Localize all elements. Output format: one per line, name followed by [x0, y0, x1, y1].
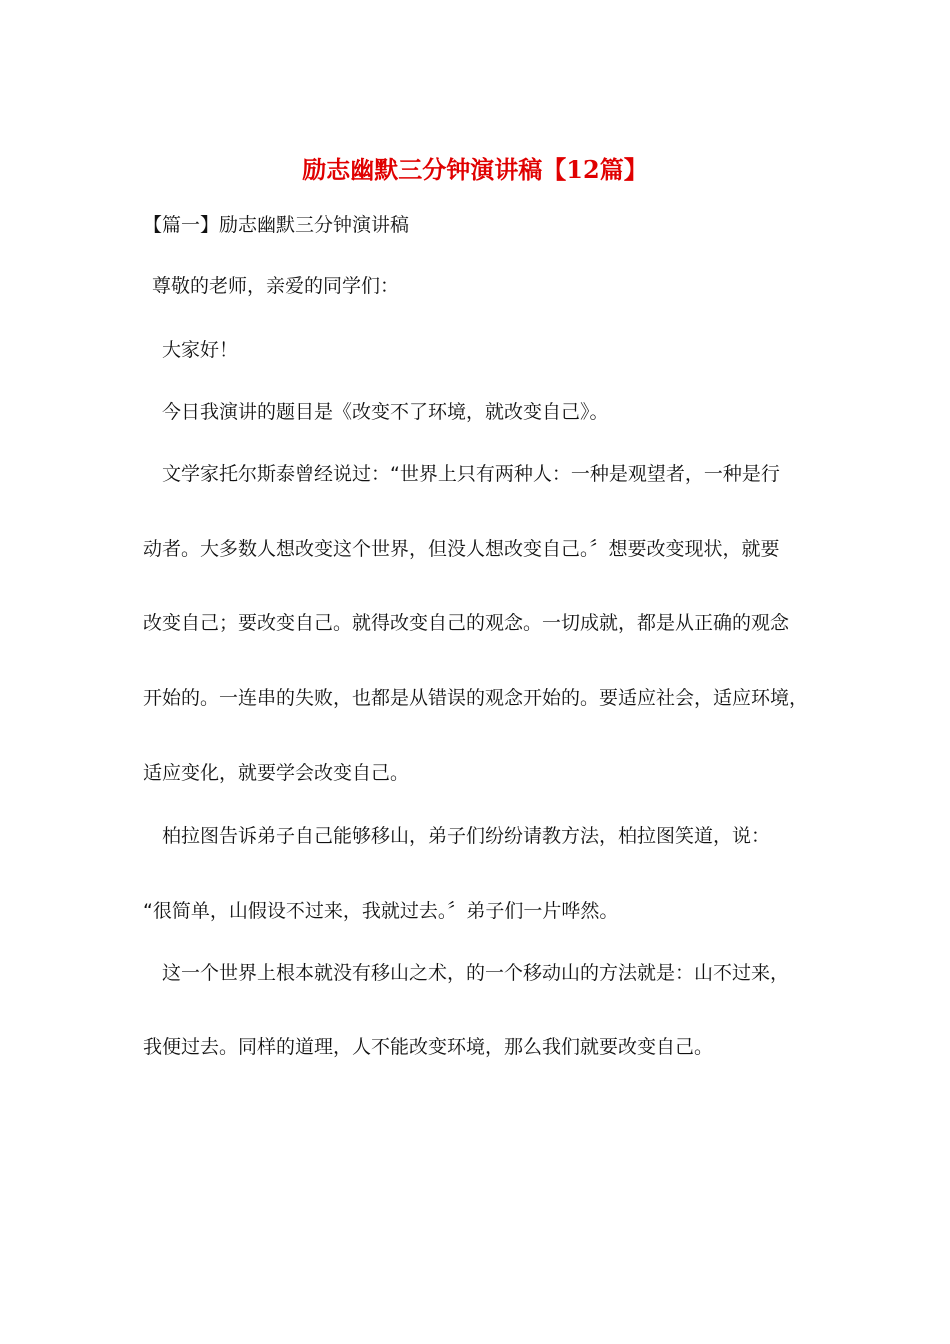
paragraph-line-topic: 今日我演讲的题目是《改变不了环境，就改变自己》。 — [162, 401, 609, 423]
paragraph-line: 这一个世界上根本就没有移山之术，的一个移动山的方法就是：山不过来， — [162, 962, 790, 984]
paragraph-line: “很简单，山假设不过来，我就过去。〞弟子们一片哗然。 — [143, 900, 619, 922]
paragraph-line: 开始的。一连串的失败，也都是从错误的观念开始的。要适应社会，适应环境， — [143, 687, 809, 709]
document-title: 励志幽默三分钟演讲稿【12篇】 — [302, 155, 648, 184]
paragraph-line-greeting: 大家好！ — [162, 339, 239, 361]
paragraph-line: 改变自己；要改变自己。就得改变自己的观念。一切成就，都是从正确的观念 — [143, 612, 790, 634]
paragraph-line: 我便过去。同样的道理，人不能改变环境，那么我们就要改变自己。 — [143, 1036, 714, 1058]
paragraph-line: 适应变化，就要学会改变自己。 — [143, 762, 410, 784]
paragraph-line: 文学家托尔斯泰曾经说过：“世界上只有两种人：一种是观望者，一种是行 — [162, 463, 780, 485]
paragraph-line-salutation: 尊敬的老师，亲爱的同学们： — [152, 275, 400, 297]
section-heading: 【篇一】励志幽默三分钟演讲稿 — [143, 214, 410, 236]
paragraph-line: 动者。大多数人想改变这个世界，但没人想改变自己。〞想要改变现状，就要 — [143, 538, 780, 560]
paragraph-line: 柏拉图告诉弟子自己能够移山，弟子们纷纷请教方法，柏拉图笑道，说： — [162, 825, 771, 847]
